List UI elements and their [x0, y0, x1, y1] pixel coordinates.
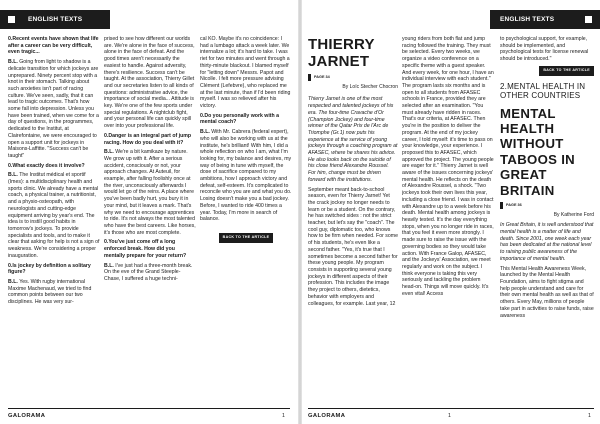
speaker-initials: B.L. [8, 59, 20, 66]
right-page [302, 0, 600, 424]
interview-column-2 [104, 36, 196, 286]
interview-answer [104, 149, 196, 236]
answer-text: I've just had a three-month break. On the eve of the Grand Steeple-Chase, I suffered a huge techni- [104, 262, 193, 282]
interview-answer [8, 172, 100, 259]
interview-answer [8, 279, 100, 306]
footer-rule [308, 408, 594, 409]
byline: By Katherine Ford [553, 211, 594, 218]
page-number: 1 [588, 413, 591, 419]
intro-text: Thierry Jarnet is one of the most respected and talented jockeys of his era. The four-time Cravache d'Or (Champion Jockey) and four-time winner of the Qatar Prix de l'Arc de Triomphe (Gr.1) now puts his experience at the service of young jockeys through a coaching program at AFASEC, where he shares his advice. He also looks back on the suicide of his close friend Alexandre Roussel. For him, change must be driven forward with the institutions. [308, 96, 398, 183]
interview-answer [200, 36, 292, 110]
speaker-initials: B.L. [8, 172, 20, 179]
intro-text: In Great Britain, it is well understood that mental health is a matter of life and death. Since 2001, one week each year has been dedicated at the national level to raising public awareness of the importance of mental health. [500, 222, 594, 262]
section-heading: 2.MENTAL HEALTH IN OTHER COUNTRIES [500, 81, 586, 100]
section-tab-label: ENGLISH TEXTS [28, 16, 83, 23]
interview-question: 0.Recent events have shown that life after a career can be very difficult, even tragic... [8, 36, 99, 56]
byline: By Loïc Stecher Chocron [342, 83, 398, 90]
answer-text: prised to see how different our worlds are. We're alone in the face of success, alone in the face of defeat. And the good times aren't necessarily the easiest to handle. Against adversity, there's resilience. Success can't be taught. At the association, Thierry Gillet and our secretaries listen to all kinds of questions: administrative advice, the importance of social media... Attitude is key. We're one of the few sports under special regulations. A nightclub fight, and your personal life can quickly spill over into your professional life. [104, 36, 195, 130]
article-title: THIERRY JARNET [308, 36, 375, 70]
left-page [0, 0, 298, 424]
section-tab-left [0, 10, 110, 29]
answer-text: The Institut médical et sportif (Imes): a multidisciplinary health and sports clinic. We already have a mental coach, a physical trainer, a nutritionist, and a physio-osteopath, with neurologists and cutting-edge equipment arriving by year's end. The idea is to instill good habits in tomorrow's jockeys. To provide specialists and tools, and to make it clear that asking for help is not a sign of weakness. We're considering a proper inauguration. [8, 172, 100, 259]
footer-rule [8, 408, 290, 409]
interview-answer [8, 59, 100, 160]
speaker-initials: B.L. [104, 149, 116, 156]
speaker-initials: B.L. [8, 278, 20, 285]
interview-column-3 [200, 36, 292, 243]
answer-text: Going from light to shadow is a delicate transition for which jockeys are unprepared. Ninety percent stop with a knot in their stomach. Talking about such anxieties isn't part of racing culture. We've seen, sadly, that it can lead to tragic outcomes. That's how some fall into depression. Unless you have been trained, when we come for a day of questions, in the programmes, dedicated to the Institut, at Clairefontaine, we were encouraged to open a support unit for jockeys in Maisons-Laffitte. "Success can't be taught" [8, 59, 99, 159]
back-to-article-button[interactable]: BACK TO THE ARTICLE [219, 233, 274, 243]
jarnet-column-1 [308, 36, 398, 310]
page-reference: PAGE 36 [500, 202, 522, 209]
square-icon [8, 16, 15, 23]
section-tab-label: ENGLISH TEXTS [500, 16, 555, 23]
interview-question: 0.What exactly does it involve? [8, 162, 85, 169]
interview-answer [104, 263, 196, 283]
page-number: 1 [448, 413, 451, 419]
footer-brand: GALORAMA [8, 413, 46, 419]
interview-answer [104, 36, 196, 130]
speaker-initials: B.L. [104, 262, 116, 269]
square-icon [585, 16, 592, 23]
footer-brand: GALORAMA [308, 413, 346, 419]
answer-text: Yes. With rugby international Maxime Machenaud, we tried to find common points between our two disciplines. He was very sur- [8, 278, 92, 306]
back-to-article-button[interactable]: BACK TO THE ARTICLE [539, 66, 594, 76]
interview-answer [200, 129, 292, 223]
interview-question: 0.You've just come off a long enforced break. How did you mentally prepare for your return? [104, 239, 187, 259]
article-title: MENTAL HEALTH WITHOUT TABOOS IN GREAT BRITAIN [500, 105, 575, 198]
jarnet-column-2 [402, 36, 494, 300]
interview-question: 0.Do you personally work with a mental coach? [200, 112, 279, 126]
page-reference: PAGE 34 [308, 74, 330, 81]
page-number: 1 [282, 413, 285, 419]
answer-text: cal KO. Maybe it's no coincidence: I had a lumbago attack a week later. We internalize a lot; it's hard to take. I was riet for two minutes and went through a thirty-minute blackout. I blamed myself for "letting down" Messrs. Papot and Nicolle. I felt more pressure advising Clément (Lefebvre), who replaced me at the last minute, than if I'd been riding myself. I was so relieved after his victory. [200, 36, 291, 110]
speaker-initials: B.L. [200, 129, 212, 136]
interview-question: 0.Is jockey by definition a solitary figure? [8, 262, 91, 276]
interview-question: 0.Danger is an integral part of jump racing. How do you deal with it? [104, 132, 192, 146]
answer-text: With Mr. Cabrera (federal expert), who will also be working with us at the institute, he's brilliant! With him, I did a whole reflection on who I am, what I'm looking for, my balance and desires, my way of being in tune with myself, the dose of sacrifice compared to my ambitions, how I approach victory and defeat, self-esteem. It's complicated to reconcile who you are and what you do. Losing doesn't make you a bad jockey. Before, I wanted to ride 400 times a year. Today, I'm more in search of balance. [200, 129, 292, 223]
answer-text: We're a bit kamikaze by nature. We grow up with it. After a serious accident, consciously or not, your approach changes. At Auteuil, for example, after falling foolishly once at the river, unconsciously afterwards I would let go of the reins. A place where you've been badly hurt, you bury it in your mind, but it leaves a mark. That's why we need to encourage apprentices to ride. It's not always the most talented who have the best careers. Like horses, it's those who are most complete. [104, 149, 196, 236]
interview-column-1 [8, 36, 100, 309]
body-text: to psychological support, for example, should be implemented, and psychological tests for license renewal should be introduced." [500, 36, 589, 63]
body-text: This Mental Health Awareness Week, launched by the Mental Health Foundation, aims to fight stigma and help people understand and care for their own mental health as well as that of others. Every May, millions of people take part in activities to raise funds, raise awareness [500, 265, 594, 319]
body-text: young riders from both flat and jump racing followed the training. They must be selected. Every two weeks, we organize a video conference on a specific theme with a guest speaker. And every week, for one hour, I have an individual interview with each student." The program lasts six months and is open to all students from AFASEC schools in France, provided they are selected after an examination. "You must already have ridden in races. That's our criteria, at AFASEC. Then you're in the position to deliver the program. At the end of my jockey career, I told myself: it's time to pass on your knowledge, your experience. I proposed this to AFASEC, which approved the project. The young people are eager for it." Thierry Jarnet is well aware of the issues concerning jockeys' mental health. He reflects on the death of Alexandre Roussel, a shock. "Two jockeys took their own lives this year, including a close friend. I was in contact with Alexandre up to a week before his death. Mental health among jockeys is heavily tested. It's the day everything stops, when you no longer ride in races, that you feel it even more strongly. I made sure to raise the issue with the governing bodies so they would take action. With France Galop, AFASEC, and the Jockeys' Association, we meet regularly and work on the subject. I think everyone is taking this very seriously and tackling the problem head-on. Things will move quickly. It's even vital! Access [402, 36, 494, 297]
section-tab-right [490, 10, 600, 29]
body-text: September meant back-to-school season, even for Thierry Jarnet! Yet the crack jockey no longer needs to learn or be a student. On the contrary, he has switched sides : not the strict teacher, but let's say the "coach". The cool guy, diplomatic too, who knows how to be firm when needed. For some of his students, he's even like a second father. "Yes, it's true that I sometimes become a second father for these young people. My program consists in supporting several young jockeys in different aspects of their profession. This includes the image they project to others, dietetics, behavior with employers and colleagues, for example. Last year, 12 [308, 186, 398, 307]
mental-column [500, 36, 594, 322]
